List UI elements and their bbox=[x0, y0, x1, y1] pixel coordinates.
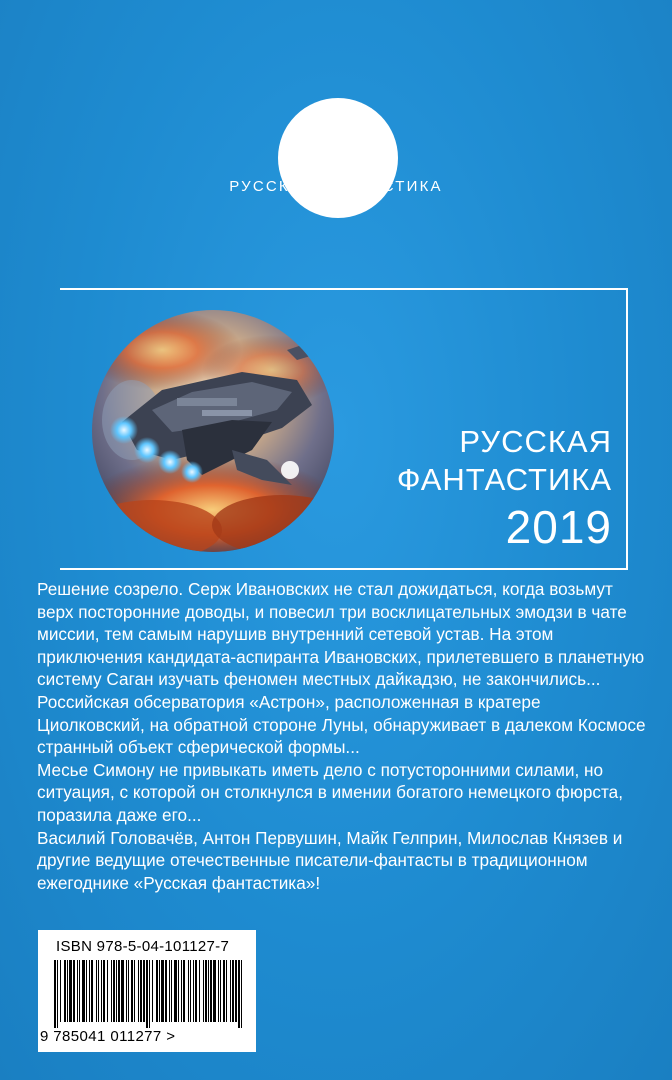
book-title-line-1: РУССКАЯ bbox=[459, 424, 612, 459]
spaceship-artwork-icon bbox=[92, 310, 334, 552]
isbn-label: ISBN 978-5-04-101127-7 bbox=[56, 938, 230, 955]
barcode-digits: 9 785041 011277 > bbox=[40, 1028, 176, 1045]
book-title-line-2: ФАНТАСТИКА bbox=[396, 462, 612, 497]
blurb-paragraph: Российская обсерватория «Астрон», расположенная в кратере Циолковский, на обратной стороне Луны, обнаруживает в далеком Космосе странный объект сферической формы... bbox=[37, 691, 646, 758]
barcode-icon bbox=[48, 960, 248, 1028]
book-year: 2019 bbox=[505, 501, 612, 553]
blurb-paragraph: Месье Симону не привыкать иметь дело с потусторонними силами, но ситуация, с которой он столкнулся в имении богатого немецкого фюрста, поразила даже его... bbox=[37, 759, 624, 825]
blurb-paragraph: Решение созрело. Серж Ивановских не стал дожидаться, когда возьмут верх посторонние доводы, и повесил три восклицательных эмодзи в чате миссии, тем самым нарушив внутренний сетевой устав. На этом приключения кандидата-аспиранта Ивановских, прилетевшего в планетную систему Саган изучать феномен местных дайкадзю, не закончились... bbox=[37, 579, 645, 690]
series-logo-circle bbox=[278, 98, 398, 218]
blurb-text bbox=[37, 578, 649, 894]
series-label: РУССКАЯ ФАНТАСТИКА bbox=[229, 178, 443, 195]
barcode-box bbox=[38, 930, 256, 1052]
blurb-paragraph: Василий Головачёв, Антон Первушин, Майк Гелприн, Милослав Князев и другие ведущие отечественные писатели-фантасты в традиционном ежегоднике «Русская фантастика»! bbox=[37, 827, 623, 893]
